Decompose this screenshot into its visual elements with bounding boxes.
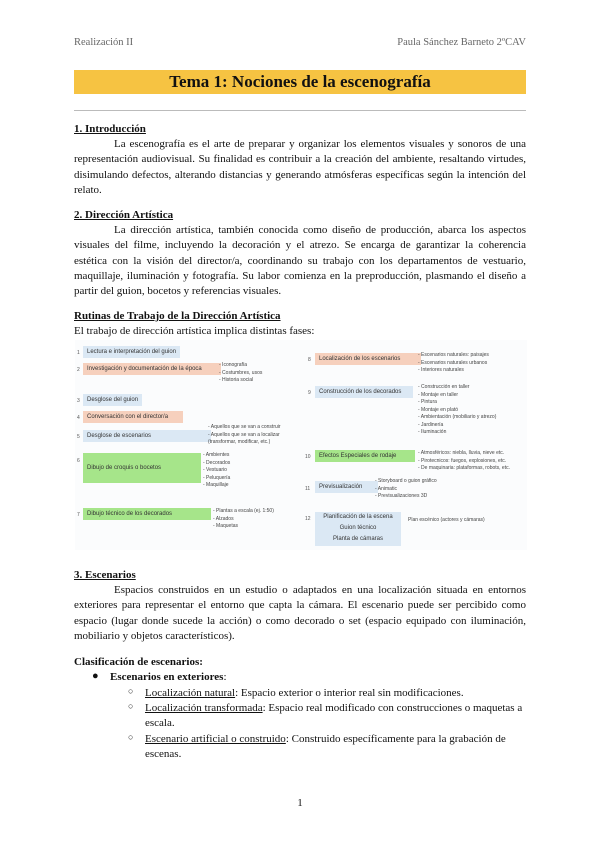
- phase-number: 2: [77, 367, 80, 373]
- phase-subitems: - Plantas a escala (ej. 1:50) - Alzados - Maquetas: [213, 508, 274, 529]
- phase-subitems: - Storyboard o guion gráfico - Animatic - Previsualizaciones 3D: [375, 478, 437, 499]
- phase-box: Efectos Especiales de rodaje: [315, 450, 415, 462]
- phase-box: Desglose del guion: [83, 394, 142, 406]
- clasificacion-heading: Clasificación de escenarios:: [74, 656, 203, 668]
- phase-box: Previsualización: [315, 481, 378, 493]
- title-banner: [74, 70, 526, 94]
- phase-number: 11: [305, 486, 311, 492]
- list-item: Localización transformada: Espacio real modificado con construcciones o maquetas a escala.: [145, 702, 523, 730]
- phase-subitems: - Iconografía - Costumbres, usos - Historia social: [219, 362, 263, 383]
- direccion-text: La dirección artística, también conocida como diseño de producción, abarca los aspectos visuales del filme, incluyendo la decoración y el atrezo. Se encarga de garantizar la coherencia estética con la visión del director/a, coordinando su trabajo con los departamentos de vestuario, maquillaje, iluminación y fotografía. Su labor comienza en la preproducción, plasmando el diseño a partir del guion, bocetos y referencias visuales.: [74, 224, 526, 298]
- phase-box: Localización de los escenarios: [315, 353, 421, 365]
- direccion-heading: 2. Dirección Artística: [74, 209, 174, 221]
- phase-number: 8: [308, 357, 311, 363]
- list-item: Escenario artificial o construido: Construido específicamente para la grabación de escenas.: [145, 733, 506, 761]
- phase-subitems: - Aquellos que se van a construir - Aquellos que se van a localizar (transformar, modificar, etc.): [208, 424, 281, 445]
- bullet-circle-icon: ○: [128, 732, 134, 742]
- section-rutinas: [74, 309, 526, 339]
- intro-heading: 1. Introducción: [74, 123, 146, 135]
- page-number: 1: [297, 797, 303, 809]
- phase-number: 3: [77, 398, 80, 404]
- section-direccion: [74, 208, 526, 299]
- phase-box: Lectura e interpretación del guion: [83, 346, 180, 358]
- phase-box: Construcción de los decorados: [315, 386, 413, 398]
- rutinas-heading: Rutinas de Trabajo de la Dirección Artística: [74, 310, 281, 322]
- escenarios-heading: 3. Escenarios: [74, 569, 136, 581]
- header-subject: Realización II: [74, 37, 134, 48]
- phase-number: 6: [77, 458, 80, 464]
- bullet-circle-icon: ○: [128, 686, 134, 696]
- rutinas-intro: El trabajo de dirección artística implica distintas fases:: [74, 325, 315, 338]
- phase-box: Dibujo de croquis o bocetos: [83, 453, 201, 483]
- phase-box: Investigación y documentación de la época: [83, 363, 221, 375]
- bullet-circle-icon: ○: [128, 701, 134, 711]
- phase-number: 10: [305, 454, 311, 460]
- divider: [74, 110, 526, 111]
- phase-number: 5: [77, 434, 80, 440]
- phase-number: 1: [77, 350, 80, 356]
- intro-text: La escenografía es el arte de preparar y organizar los elementos visuales y sonoros de una representación audiovisual. Su finalidad es contribuir a la creación del ambiente, resaltando virtudes, disimulando defectos, alterando distancias y generando atmósferas específicas según la intención del relato.: [74, 138, 526, 196]
- phase-subitems: - Atmosféricos: niebla, lluvia, nieve etc. - Pirotecnicos: fuegos, explosiones, etc. - De maquinaria: plataformas, robots, etc.: [418, 450, 510, 471]
- section-escenarios: [74, 568, 526, 644]
- phase-box: Planificación de la escena Guion técnico Planta de cámaras: [315, 512, 401, 546]
- escenarios-text: Espacios construidos en un estudio o adaptados en una localización situada en entornos exteriores para representar el entorno que capta la cámara. El escenario puede ser percibido como espacio (lugar donde sucede la acción) o como decorado o set (espacio equipado con iluminación, mobiliario y objetos característicos).: [74, 584, 526, 642]
- phase-subitems: Plan escénico (actores y cámaras): [408, 517, 485, 523]
- phases-diagram: [75, 340, 527, 550]
- page-title: Tema 1: Nociones de la escenografía: [169, 72, 431, 91]
- phase-number: 9: [308, 390, 311, 396]
- phase-subitems: - Ambientes - Decorados - Vestuario - Peluquería - Maquillaje: [203, 452, 231, 488]
- phase-subitems: - Construcción en taller - Montaje en taller - Pintura - Montaje en plató - Ambientación (mobiliario y atrezo) - Jardinería - Iluminación: [418, 384, 497, 435]
- phase-box: Desglose de escenarios: [83, 430, 211, 442]
- phase-number: 7: [77, 512, 80, 518]
- phase-box: Conversación con el director/a: [83, 411, 183, 423]
- phase-subitems: - Escenarios naturales: paisajes - Escenarios naturales urbanos - Interiores naturales: [418, 352, 489, 373]
- bullet-disc-icon: ●: [92, 670, 99, 682]
- exteriores-label: Escenarios en exteriores:: [110, 671, 227, 683]
- phase-number: 4: [77, 415, 80, 421]
- list-item: Localización natural: Espacio exterior o interior real sin modificaciones.: [145, 687, 464, 699]
- phase-number: 12: [305, 516, 311, 522]
- phase-box: Dibujo técnico de los decorados: [83, 508, 211, 520]
- header-author: Paula Sánchez Barneto 2ºCAV: [397, 37, 526, 48]
- section-intro: [74, 122, 526, 198]
